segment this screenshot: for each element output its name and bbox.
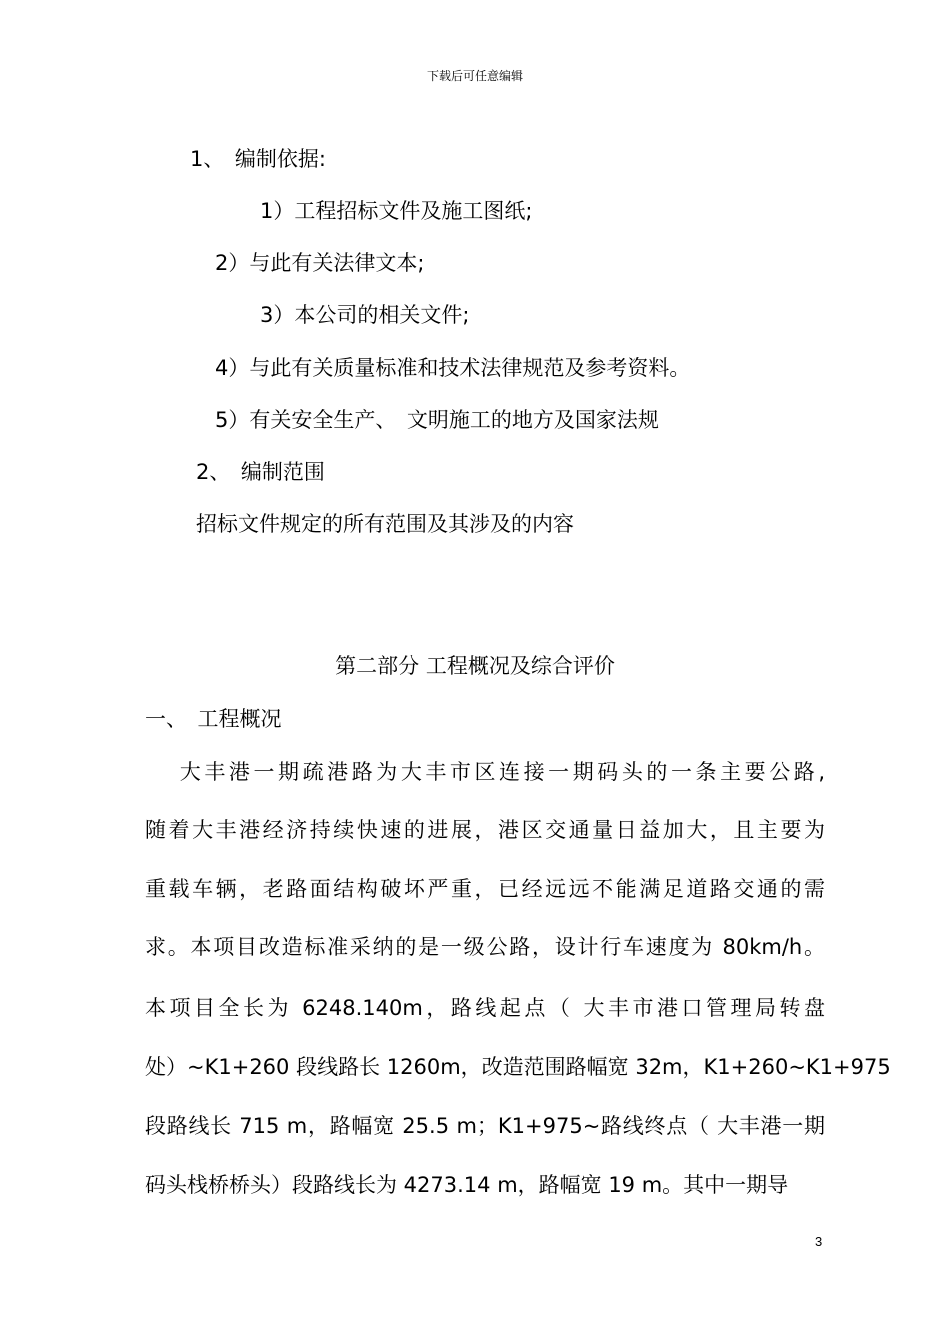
basis-item-5: 5）有关安全生产、 文明施工的地方及国家法规 <box>215 408 659 432</box>
subheading-overview: 一、 工程概况 <box>145 707 282 731</box>
paragraph-line: 重载车辆，老路面结构破坏严重，已经远远不能满足道路交通的需 <box>145 877 825 901</box>
paragraph-line: 处）~K1+260 段线路长 1260m，改造范围路幅宽 32m，K1+260~K1+975 <box>145 1055 891 1079</box>
basis-item-3: 3）本公司的相关文件; <box>260 303 470 327</box>
section-heading-scope: 2、 编制范围 <box>196 460 325 484</box>
paragraph-line: 随着大丰港经济持续快速的进展，港区交通量日益加大，且主要为 <box>145 818 825 842</box>
part-title: 第二部分 工程概况及综合评价 <box>335 654 615 678</box>
paragraph-line: 码头栈桥桥头）段路线长为 4273.14 m，路幅宽 19 m。其中一期导 <box>145 1173 789 1197</box>
paragraph-line: 大丰港一期疏港路为大丰市区连接一期码头的一条主要公路, <box>145 760 825 784</box>
paragraph-line: 求。本项目改造标准采纳的是一级公路，设计行车速度为 80km/h。 <box>145 935 825 959</box>
basis-item-4: 4）与此有关质量标准和技术法律规范及参考资料。 <box>215 356 691 380</box>
basis-item-1: 1）工程招标文件及施工图纸; <box>260 199 533 223</box>
basis-item-2: 2）与此有关法律文本; <box>215 251 425 275</box>
paragraph-line: 段路线长 715 m，路幅宽 25.5 m；K1+975~路线终点（ 大丰港一期 <box>145 1114 825 1138</box>
paragraph-line: 本项目全长为 6248.140m，路线起点（ 大丰市港口管理局转盘 <box>145 996 825 1020</box>
section-heading-basis: 1、 编制依据: <box>190 147 326 171</box>
scope-text: 招标文件规定的所有范围及其涉及的内容 <box>196 512 574 536</box>
page-number: 3 <box>815 1234 823 1249</box>
page-header: 下载后可任意编辑 <box>426 69 523 83</box>
